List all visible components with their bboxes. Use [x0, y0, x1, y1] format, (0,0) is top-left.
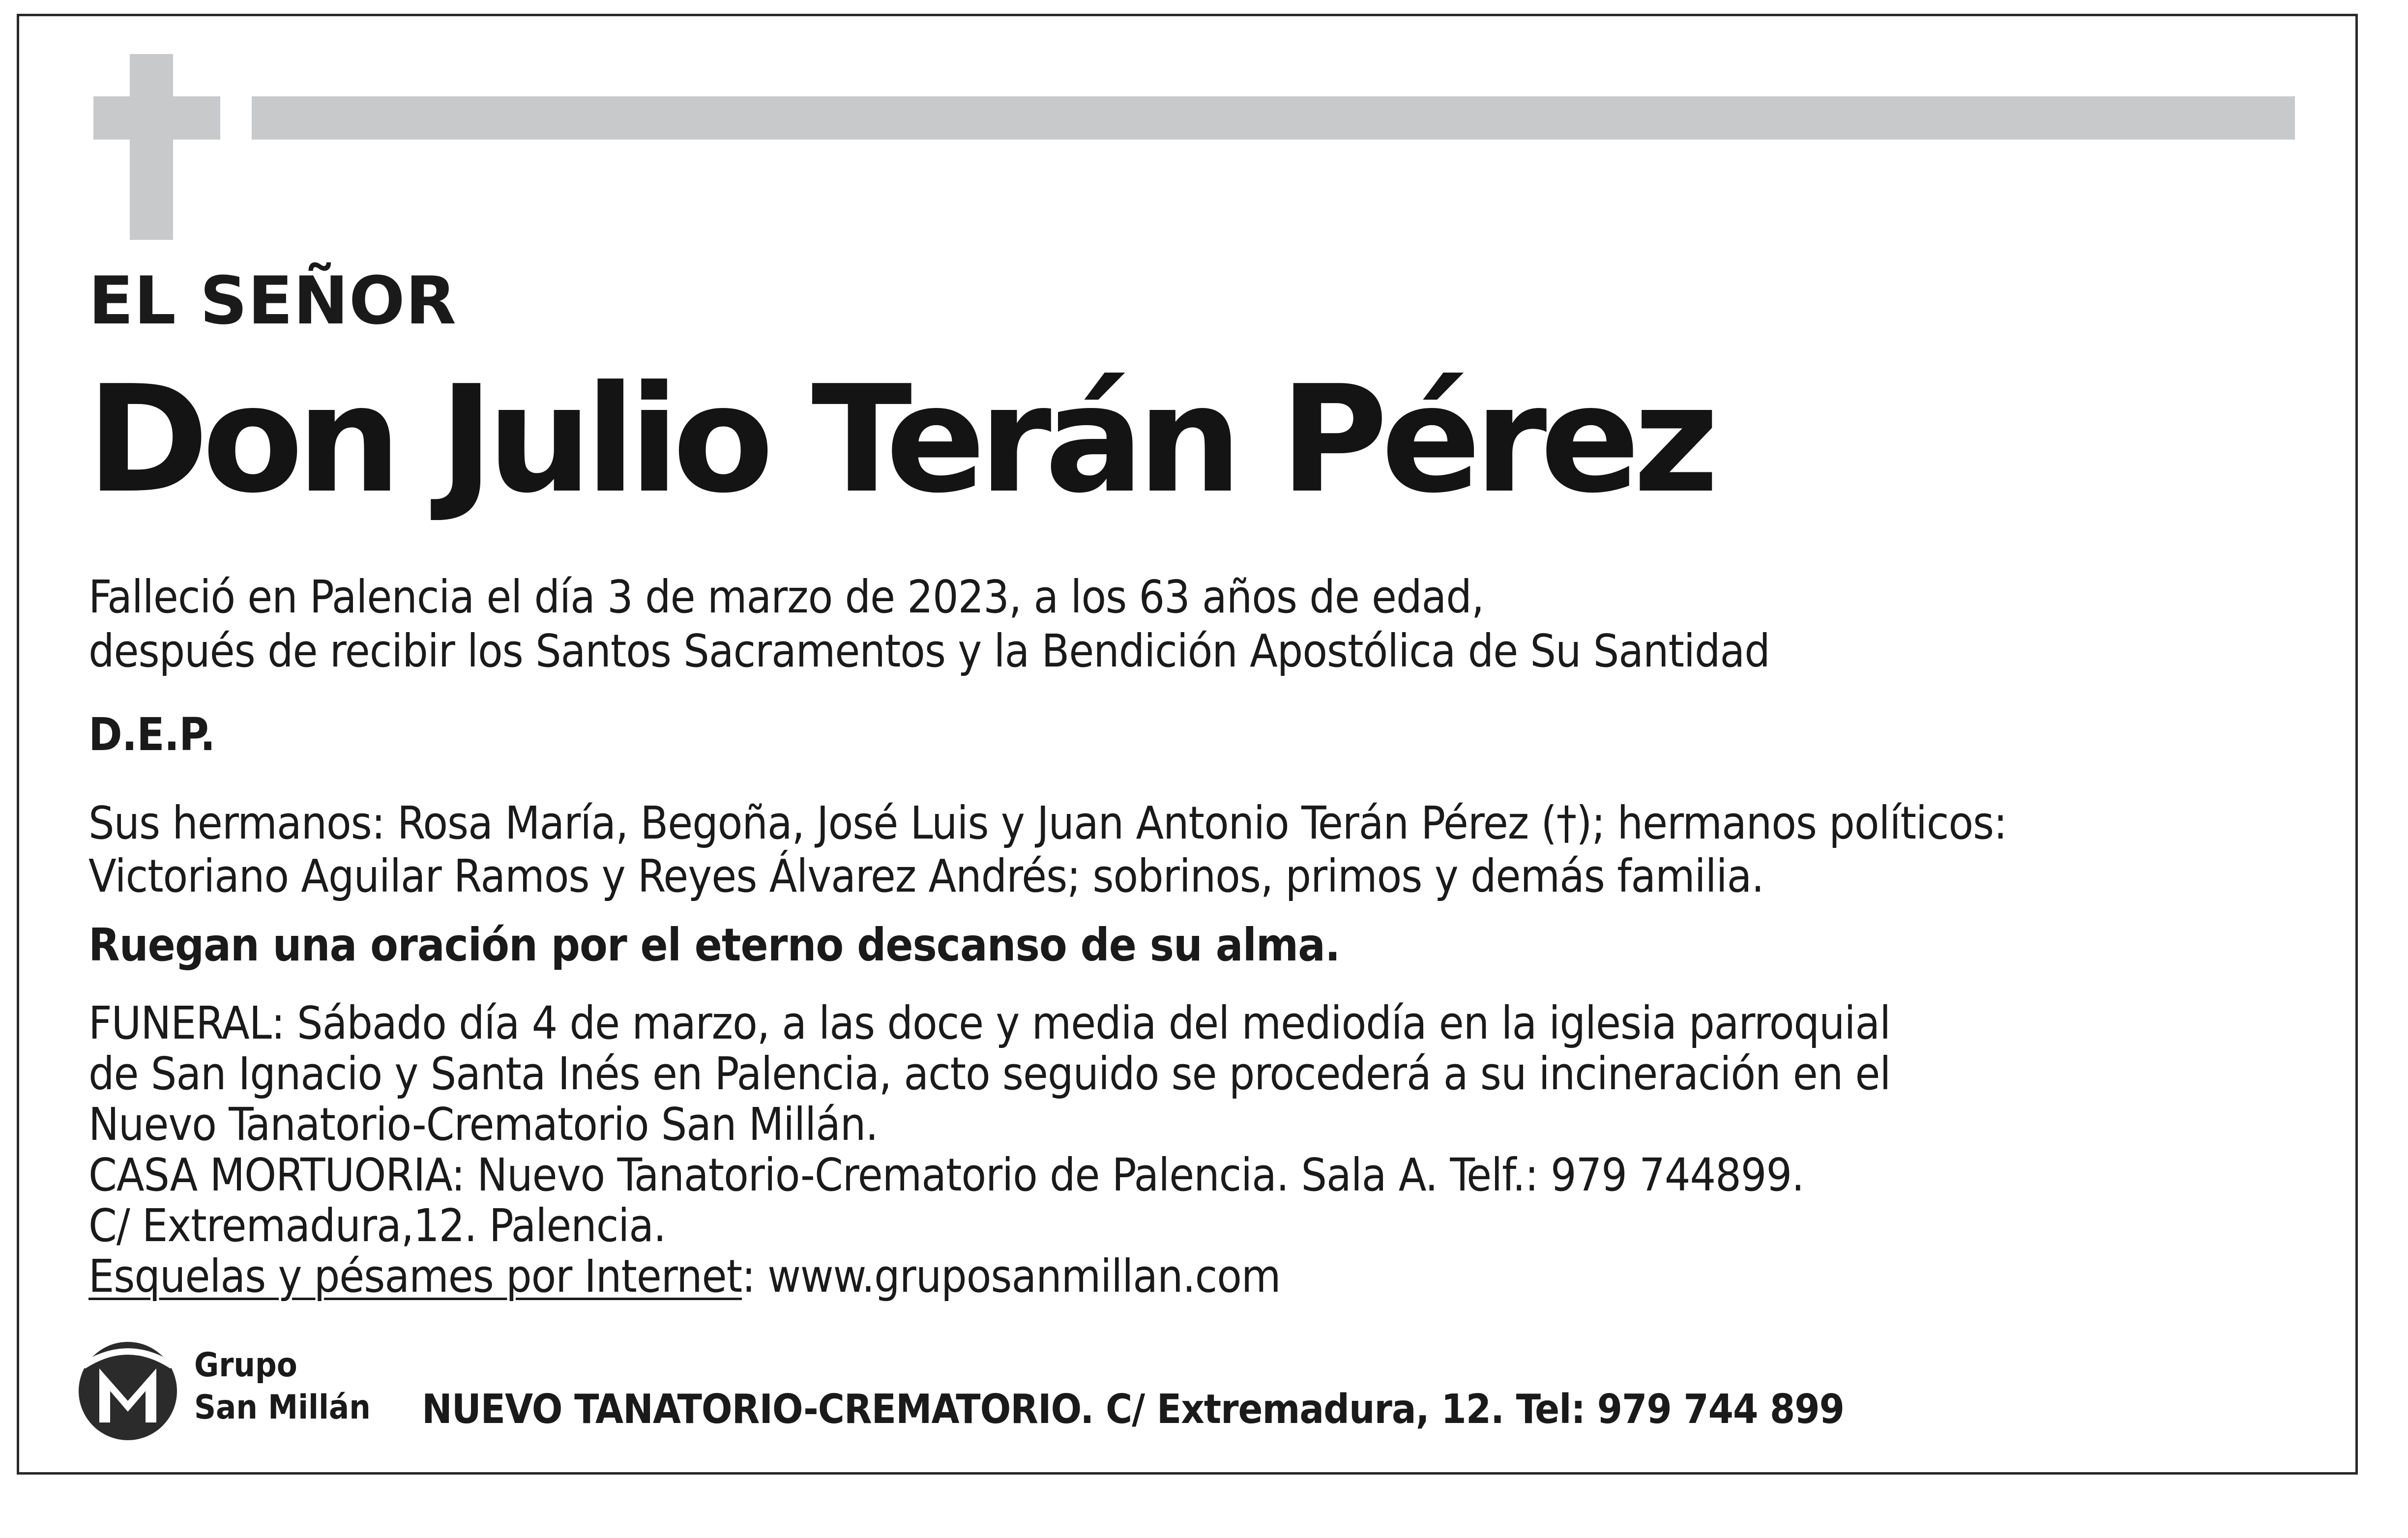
- cross-icon-horizontal: [93, 96, 220, 140]
- family-line-2: Victoriano Aguilar Ramos y Reyes Álvarez Andrés; sobrinos, primos y demás familia.: [88, 850, 1764, 902]
- funeral-line-1: FUNERAL: Sábado día 4 de marzo, a las doce y media del mediodía en la iglesia parroquial: [88, 997, 1891, 1049]
- house-line-1: CASA MORTUORIA: Nuevo Tanatorio-Crematorio de Palencia. Sala A. Telf.: 979 744899.: [88, 1149, 1804, 1201]
- internet-separator: :: [742, 1250, 755, 1303]
- cross-icon-vertical: [130, 54, 173, 240]
- internet-label: Esquelas y pésames por Internet: [88, 1250, 742, 1303]
- house-line-2: C/ Extremadura,12. Palencia.: [88, 1199, 666, 1252]
- footer-address: NUEVO TANATORIO-CREMATORIO. C/ Extremadura, 12. Tel: 979 744 899: [422, 1386, 1844, 1433]
- funeral-line-2: de San Ignacio y Santa Inés en Palencia, acto seguido se procederá a su incineración en el: [88, 1047, 1891, 1100]
- grupo-san-millan-logo: [74, 1336, 182, 1444]
- funeral-line-3: Nuevo Tanatorio-Crematorio San Millán.: [88, 1098, 878, 1151]
- logo-wordmark: [194, 1344, 371, 1429]
- logo-line-1: Grupo: [194, 1346, 297, 1385]
- family-line-1: Sus hermanos: Rosa María, Begoña, José Luis y Juan Antonio Terán Pérez (†); hermanos políticos:: [88, 797, 2007, 849]
- rip-label: D.E.P.: [88, 708, 215, 761]
- logo-line-2: San Millán: [194, 1388, 371, 1427]
- death-line-1: Falleció en Palencia el día 3 de marzo de 2023, a los 63 años de edad,: [88, 571, 1484, 623]
- internet-url[interactable]: www.gruposanmillan.com: [767, 1250, 1281, 1303]
- deceased-name: Don Julio Terán Pérez: [87, 354, 1712, 525]
- header-bar: [252, 96, 2295, 140]
- internet-line: [88, 1249, 1281, 1304]
- prayer-line: Ruegan una oración por el eterno descanso de su alma.: [88, 919, 1340, 971]
- death-line-2: después de recibir los Santos Sacramentos y la Bendición Apostólica de Su Santidad: [88, 625, 1770, 677]
- honorific: EL SEÑOR: [88, 262, 457, 339]
